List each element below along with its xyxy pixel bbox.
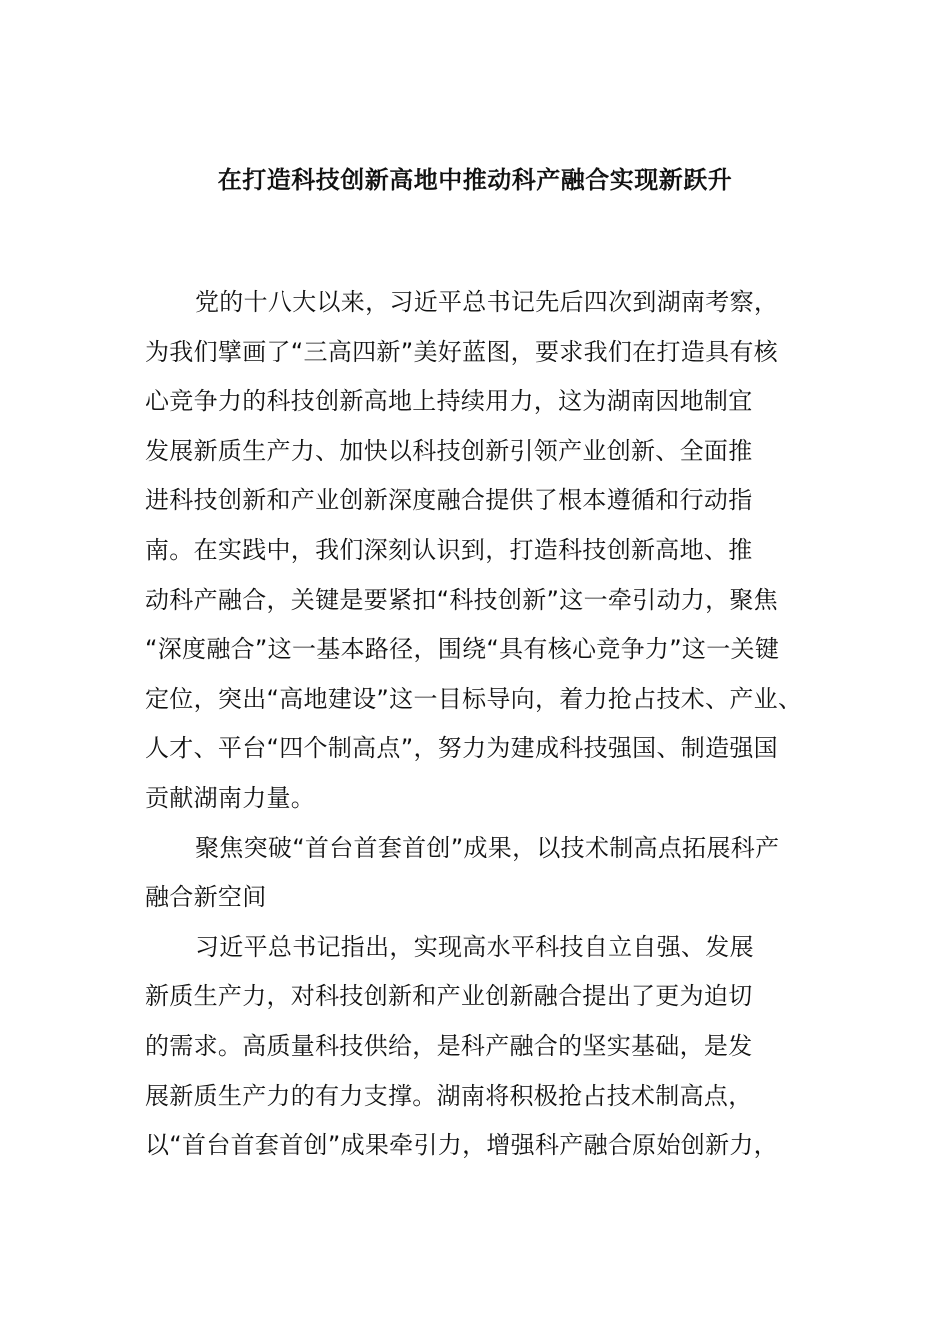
paragraph-line: 新质生产力，对科技创新和产业创新融合提出了更为迫切	[145, 982, 753, 1011]
paragraph-line: 动科产融合，关键是要紧扣“科技创新”这一牵引动力，聚焦	[145, 585, 778, 614]
document-title: 在打造科技创新高地中推动科产融合实现新跃升	[217, 166, 733, 194]
paragraph-line: 发展新质生产力、加快以科技创新引领产业创新、全面推	[145, 436, 753, 465]
section-heading-line: 聚焦突破“首台首套首创”成果，以技术制高点拓展科产	[195, 833, 780, 862]
paragraph-line: 进科技创新和产业创新深度融合提供了根本遵循和行动指	[145, 486, 753, 515]
paragraph-line: 定位，突出“高地建设”这一目标导向，着力抢占技术、产业、	[145, 684, 803, 713]
paragraph-line: 展新质生产力的有力支撑。湖南将积极抢占技术制高点，	[145, 1081, 753, 1110]
document-body	[145, 278, 825, 1171]
paragraph-line: 人才、平台“四个制高点”，努力为建成科技强国、制造强国	[145, 734, 778, 763]
paragraph-line: 心竞争力的科技创新高地上持续用力，这为湖南因地制宜	[145, 387, 753, 416]
paragraph-line: 贡献湖南力量。	[145, 783, 316, 812]
paragraph-line: 习近平总书记指出，实现高水平科技自立自强、发展	[195, 932, 754, 961]
paragraph-line: “深度融合”这一基本路径，围绕“具有核心竞争力”这一关键	[145, 635, 780, 664]
paragraph-line: 为我们擘画了“三高四新”美好蓝图，要求我们在打造具有核	[145, 337, 778, 366]
paragraph-line: 的需求。高质量科技供给，是科产融合的坚实基础，是发	[145, 1031, 753, 1060]
paragraph-line: 以“首台首套首创”成果牵引力，增强科产融合原始创新力，	[145, 1131, 778, 1160]
section-heading-line: 融合新空间	[145, 883, 267, 912]
paragraph-line: 党的十八大以来，习近平总书记先后四次到湖南考察，	[195, 288, 779, 316]
paragraph-line: 南。在实践中，我们深刻认识到，打造科技创新高地、推	[145, 535, 753, 564]
